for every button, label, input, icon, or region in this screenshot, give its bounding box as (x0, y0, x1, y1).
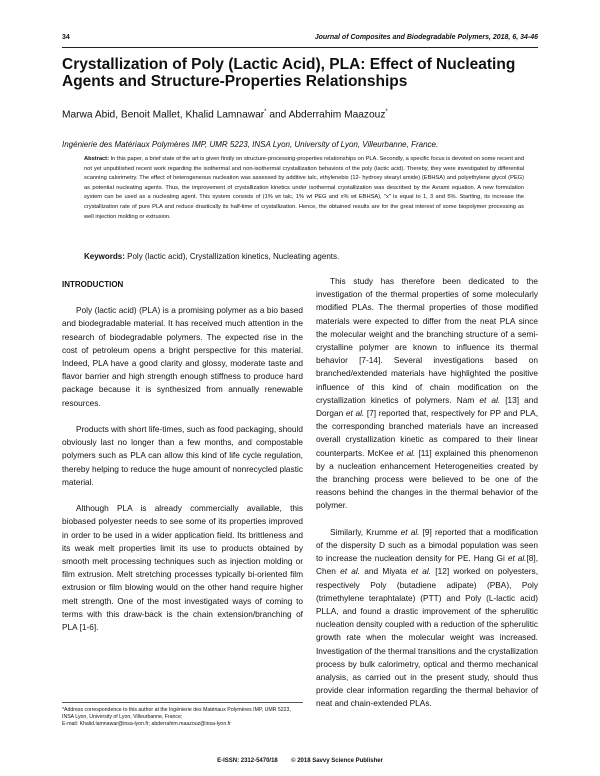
section-heading-introduction: INTRODUCTION (62, 280, 124, 289)
text-run: [13] and Dorgan (316, 394, 538, 419)
text-run: [9] reported that a modification of the dispersity D such as a bimodal population was seen to increase the nucleation density for PE. Hang Gi (316, 526, 538, 564)
text-run-italic: et al. (343, 408, 365, 419)
text-run: and Miyata (360, 566, 407, 577)
text-run: Similarly, Krumme (330, 526, 398, 537)
left-column (62, 278, 303, 647)
text-run-italic: et al. (474, 394, 501, 405)
journal-citation: Journal of Composites and Biodegradable Polymers, 2018, 6, 34-46 (314, 34, 538, 41)
text-run-italic: et al. (335, 566, 361, 577)
text-run: This study has therefore been dedicated to the investigation of the thermal properties of some molecularly modified PLAs. The thermal properties of those modified materials were expected to differ from the neat PLA since the molecular weight and the branching structure of a semi- crystalline polymer are known to influence its thermal behavior [7-14]. Several investigations based on branched/extended materials have highlighted the positive influence of this kind of chain modification on the crystallization kinetics of polymers. Nam (316, 276, 538, 405)
intro-paragraph-1: Poly (lactic acid) (PLA) is a promising polymer as a bio based and biodegradable material. It has received much attention in the research of biodegradable polymers. The expected rise in the cost of petroleum opens a bright perspective for this material. Indeed, PLA have a good clarity and glossy, moderate taste and flavor barrier and high strength enough stiffness to produce hard package because it is synthesized from annually renewable resources. (62, 305, 303, 408)
text-run-italic: et al. (406, 566, 432, 577)
keywords (84, 252, 524, 261)
text-run: [7] reported that, respectively for PP and PLA, the corresponding branched materials have an increased overall crystallization kinetic as compared to their linear counterparts. McKee (316, 408, 538, 458)
text-run: [12] worked on polyesters, respectively Poly (butadiene adipate) (PBA), Poly (trimethylene teraphtalate) (PTT) and Poly (L-lactic acid) PLLA, and found a drastic improvement of the spherulitic nucleation density coupled with a reduction of the spherulitic growth rate when the molecular weight was increased. Investigation of the thermal transitions and the crystallization process by bulk calorimetry, optical and thermo mechanical analysis, as carried out in the present study, should thus provide clear information regarding the thermal behavior of neat and chain-extended PLAs. (316, 566, 539, 709)
footer-copyright: © 2018 Savvy Science Publisher (291, 758, 383, 764)
footnote-separator (62, 702, 303, 703)
authors-part-2: and Abderrahim Maazouz (266, 109, 386, 121)
text-run: [11] explained this phenomenon by a nucleation enhancement Heterogeneities created by the branching process were believed to be one of the reasons behind the changes in the thermal behavior of the polymer. (316, 447, 538, 511)
body-paragraph-similarly (316, 526, 538, 711)
corresponding-mark-2: * (385, 109, 388, 115)
body-paragraph-study (316, 275, 538, 513)
affiliation: Ingénierie des Matériaux Polymères IMP, UMR 5223, INSA Lyon, University of Lyon, Villeurbanne, France. (62, 140, 439, 149)
page-footer (0, 758, 600, 764)
running-header (62, 34, 538, 46)
keywords-text: Poly (lactic acid), Crystallization kinetics, Nucleating agents. (124, 252, 340, 261)
abstract-text: In this paper, a brief state of the art is given firstly on structure-processing-properties relationships on PLA. Secondly, a specific focus is devoted on some recent and not yet unpublished recent work regarding the isothermal and non-isothermal crystallization behaviors of the poly (lactic acid). Thereby, they were investigated by differential scanning calorimetry. The effect of heterogeneous nucleation was assessed by additive talc, ethylenebis (12- hydroxy stearyl amide) (EBHSA) and polyethylene glycol (PEG) as potential nucleating agents. Thus, the improvement of crystallization kinetics under isothermal crystallization was described by the Avrami equation. A new formulation system can be used as a nucleating agent. This system consists of (1% wt talc, 1% wt PEG and x% wt EBHSA), "x" is equal to 1, 3 and 5%. Startling, its increase the crystallization rate of pure PLA and reduce drastically its half-time of crystallization. Hence, the obtained results are for the great interest of some biopolymer processing as well injection molding or extrusion. (84, 156, 524, 220)
authors-part-1: Marwa Abid, Benoit Mallet, Khalid Lamnawar (62, 109, 265, 121)
footnote-email: E-mail: Khalid.lamnawar@insa-lyon.fr; abderrahim.maazouz@insa-lyon.fr (62, 721, 231, 727)
text-run-italic: et al. (393, 447, 416, 458)
footer-issn: E-ISSN: 2312-5470/18 (217, 758, 278, 764)
intro-paragraph-3: Although PLA is already commercially available, this biobased polyester needs to see some of its properties improved in order to be used in a wider application field. Its brittleness and its weak melt properties limit its use to products obtained by smooth melt processing techniques such as injection molding or film extrusion. Melt stretching processes typically bi-oriented film extrusion or film blowing would on the other hand require higher melt strength. One of the most investigated ways of coming to terms with this draw-back is the chain extension/branching of PLA [1-6]. (62, 503, 303, 633)
footnote-address: *Address correspondence to this author at the Ingénierie des Matériaux Polymères IMP, UMR 5223, INSA Lyon, University of Lyon, Villeurbanne, France; (62, 707, 291, 720)
abstract-label: Abstract: (84, 156, 109, 162)
intro-paragraph-2: Products with short life-times, such as food packaging, should obviously last no longer than a few months, and compostable polymers such as PLA can allow this kind of life cycle regulation, thereby helping to reduce the huge amount of nonrecycled plastic material. (62, 424, 303, 487)
keywords-label: Keywords: (84, 252, 125, 261)
correspondence-footnote (62, 707, 303, 728)
text-run: [8], Chen (316, 553, 539, 577)
text-run-italic: et al. (397, 526, 420, 537)
text-run-italic: et al. (504, 553, 527, 564)
paper-title: Crystallization of Poly (Lactic Acid), PLA: Effect of Nucleating Agents and Structure-Properties Relationships (62, 56, 516, 90)
abstract (84, 155, 524, 222)
corresponding-mark-1: * (264, 109, 267, 115)
author-list (62, 109, 538, 120)
header-rule (62, 47, 538, 48)
page-number: 34 (62, 34, 70, 41)
right-column (316, 275, 538, 724)
